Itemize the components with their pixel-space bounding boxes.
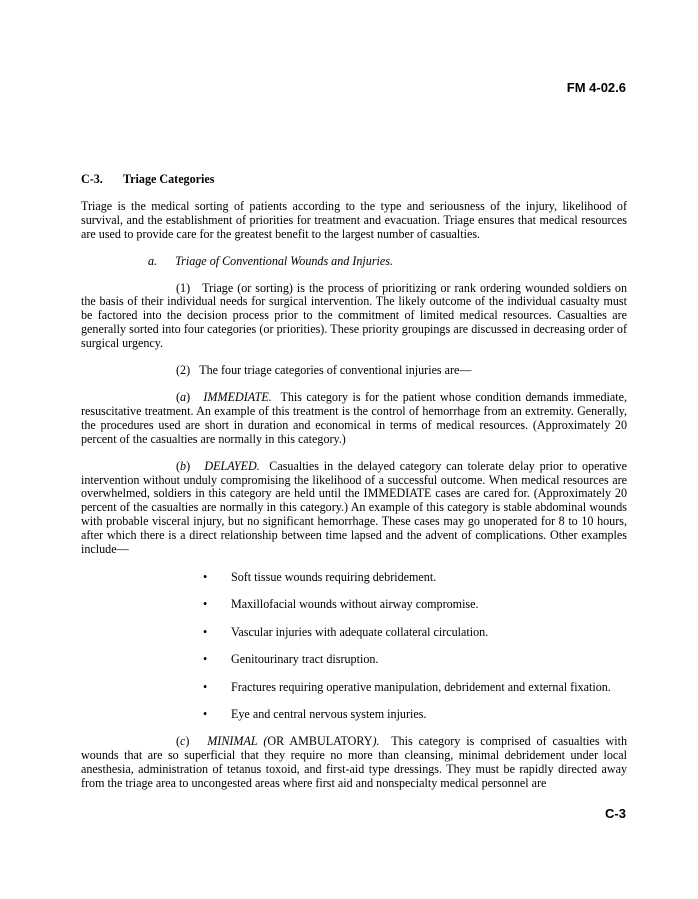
list-item: • Eye and central nervous system injuries.	[203, 707, 427, 722]
list-item: • Genitourinary tract disruption.	[203, 652, 379, 667]
category-delayed: (b) DELAYED. Casualties in the delayed category can tolerate delay prior to operative intervention without unduly compromising the likelihood of a successful outcome. When medical resources are overwhelmed, soldiers in this category are held until the IMMEDIATE cases are cared for. (Approximately 20 percent of the casualties are normally in this category.) An example of this category is stable abdominal wounds with probable visceral injury, but no significant hemorrhage. These cases may go unoperated for 8 to 10 hours, after which there is a direct relationship between time lapsed and the advent of complications. Other examples include—	[81, 458, 627, 557]
content-body	[81, 173, 627, 791]
category-immediate-letter: a	[180, 389, 187, 404]
bullet-icon: •	[203, 652, 208, 667]
subsection-a-heading	[81, 255, 627, 269]
category-minimal: (c) MINIMAL (OR AMBULATORY). This category is comprised of casualties with wounds that are so superficial that they require no more than cleansing, minimal debridement under local anesthesia, administration of tetanus toxoid, and first-aid type dressings. They must be rapidly directed away from the triage area to uncongested areas where first aid and nonspecialty medical personnel are	[81, 733, 627, 790]
category-delayed-text: Casualties in the delayed category can tolerate delay prior to operative intervention without unduly compromising the likelihood of a successful outcome. When medical resources are overwhelmed, soldiers in this category are held until the IMMEDIATE cases are cared for. (Approximately 20 percent of the casualties are normally in this category.) An example of this category is stable abdominal wounds with probable visceral injury, but no significant hemorrhage. These cases may go unoperated for 8 to 10 hours, after which there is a direct relationship between time lapsed and the advent of complications. Other examples include—	[81, 458, 627, 557]
category-delayed-name: DELAYED.	[204, 458, 260, 473]
bullet-icon: •	[203, 624, 208, 639]
subsection-a-title: Triage of Conventional Wounds and Injuries.	[175, 253, 393, 268]
section-title: Triage Categories	[123, 172, 215, 186]
category-immediate-text: This category is for the patient whose condition demands immediate, resuscitative treatment. An example of this treatment is the control of hemorrhage from an extremity. Generally, the procedures used are short in duration and economical in terms of medical resources. (Approximately 20 percent of the casualties are normally in this category.)	[81, 389, 627, 446]
section-heading	[81, 173, 627, 187]
paragraph-1	[81, 282, 627, 352]
category-minimal-name-1: MINIMAL (	[207, 733, 268, 748]
category-immediate-name: IMMEDIATE.	[203, 389, 272, 404]
list-item: • Fractures requiring operative manipulation, debridement and external fixation.	[203, 679, 611, 694]
bullet-icon: •	[203, 679, 208, 694]
section-number: C-3.	[81, 172, 103, 186]
bullet-icon: •	[203, 597, 208, 612]
list-item: • Soft tissue wounds requiring debridement.	[203, 569, 437, 584]
delayed-examples-list	[81, 571, 627, 722]
subsection-a-letter: a.	[148, 253, 158, 268]
category-minimal-letter: c	[180, 733, 186, 748]
paragraph-2	[81, 364, 627, 378]
list-item: • Vascular injuries with adequate collateral circulation.	[203, 624, 489, 639]
doc-reference: FM 4-02.6	[566, 80, 626, 95]
category-delayed-letter: b	[180, 458, 187, 473]
category-immediate: (a) IMMEDIATE. This category is for the patient whose condition demands immediate, resuscitative treatment. An example of this treatment is the control of hemorrhage from an extremity. Generally, the procedures used are short in duration and economical in terms of medical resources. (Approximately 20 percent of the casualties are normally in this category.)	[81, 389, 627, 446]
bullet-icon: •	[203, 707, 208, 722]
paragraph-1-number: (1)	[176, 280, 191, 295]
category-minimal-text: This category is comprised of casualties with wounds that are so superficial that they require no more than cleansing, minimal debridement under local anesthesia, administration of tetanus toxoid, and first-aid type dressings. They must be rapidly directed away from the triage area to uncongested areas where first aid and nonspecialty medical personnel are	[81, 733, 627, 790]
list-item: • Maxillofacial wounds without airway compromise.	[203, 597, 479, 612]
paragraph-2-text: The four triage categories of conventional injuries are—	[199, 363, 472, 378]
category-minimal-name-3: ).	[372, 733, 380, 748]
category-minimal-name-2: OR AMBULATORY	[267, 733, 373, 748]
section-intro: Triage is the medical sorting of patients according to the type and seriousness of the injury, likelihood of survival, and the establishment of priorities for treatment and evacuation. Triage ensures that medical resources are used to provide care for the greatest benefit to the largest number of casualties.	[81, 198, 627, 241]
paragraph-2-number: (2)	[176, 363, 191, 378]
paragraph-1-text: Triage (or sorting) is the process of prioritizing or rank ordering wounded soldiers on the basis of their individual needs for surgical intervention. The likely outcome of the individual casualty must be factored into the decision process prior to the commitment of limited medical resources. Casualties are generally sorted into four categories (or priorities). These priority groupings are discussed in decreasing order of surgical urgency.	[81, 280, 628, 351]
page-number: C-3	[605, 806, 626, 821]
bullet-icon: •	[203, 569, 208, 584]
